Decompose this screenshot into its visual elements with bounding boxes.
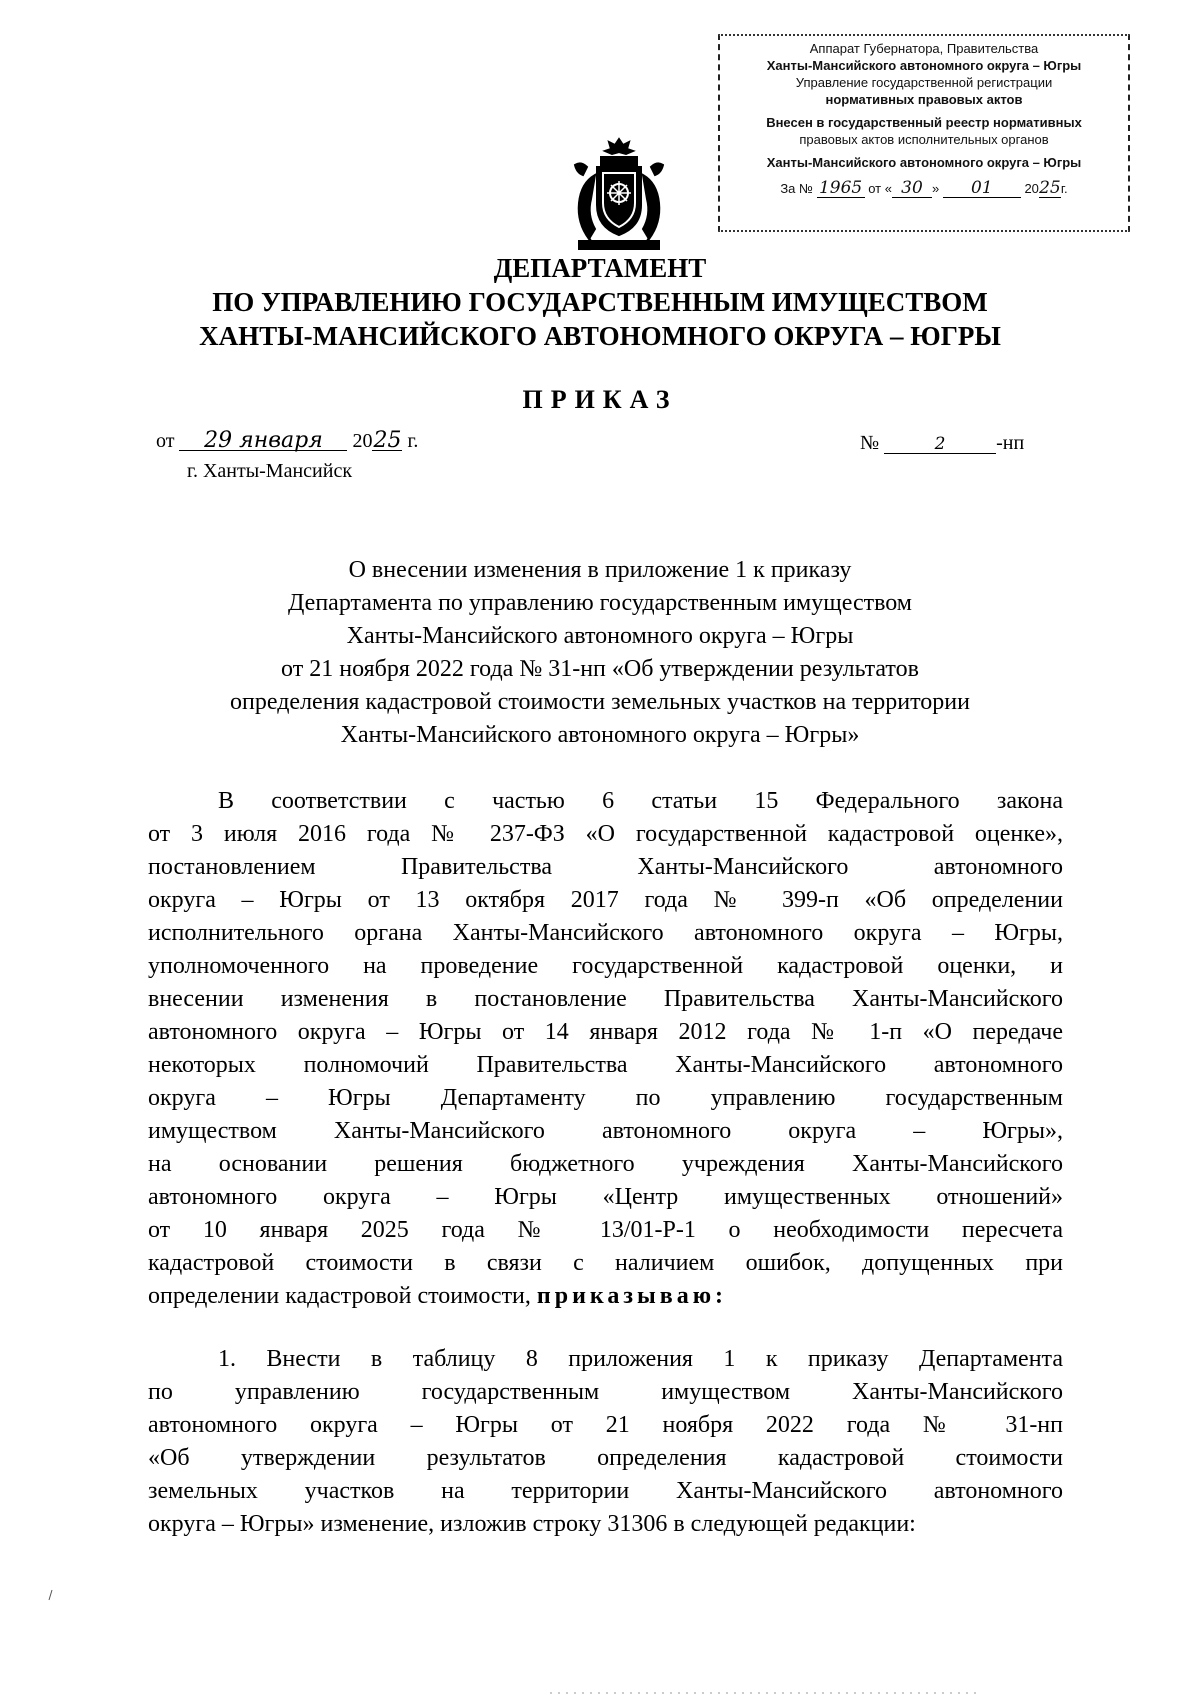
order-number-value: 2 xyxy=(884,435,996,454)
paragraph-line: исполнительного органа Ханты-Мансийского автономного округа – Югры, xyxy=(148,920,1063,946)
order-date-suffix: г. xyxy=(407,430,419,452)
paragraph-line: на основании решения бюджетного учреждения Ханты-Мансийского xyxy=(148,1151,1063,1177)
stamp-reg-year: 25 xyxy=(1039,178,1061,198)
stamp-reg-prefix: За № xyxy=(780,181,813,196)
stamp-reg-month: 01 xyxy=(943,179,1021,198)
paragraph-line: от 3 июля 2016 года № 237-ФЗ «О государственной кадастровой оценке», xyxy=(148,821,1063,847)
stamp-reg-year-prefix: 20 xyxy=(1024,181,1039,196)
title-line: Ханты-Мансийского автономного округа – Югры xyxy=(346,623,854,649)
paragraph-line: округа – Югры Департаменту по управлению государственным xyxy=(148,1085,1063,1111)
paragraph-line: земельных участков на территории Ханты-Мансийского автономного xyxy=(148,1478,1063,1504)
order-date-prefix: от xyxy=(156,430,175,452)
order-date-year: 25 xyxy=(373,428,402,453)
paragraph-line: уполномоченного на проведение государственной кадастровой оценки, и xyxy=(148,953,1063,979)
stamp-reg-suffix: г. xyxy=(1060,181,1068,196)
paragraph-line: кадастровой стоимости в связи с наличием ошибок, допущенных при xyxy=(148,1250,1063,1276)
paragraph-line: постановлением Правительства Ханты-Мансийского автономного xyxy=(148,854,1063,880)
paragraph-line: округа – Югры» изменение, изложив строку 31306 в следующей редакции: xyxy=(148,1511,916,1537)
paragraph-line-text: определении кадастровой стоимости, xyxy=(148,1283,531,1309)
title-line: Ханты-Мансийского автономного округа – Югры» xyxy=(340,722,860,748)
stamp-line: Ханты-Мансийского автономного округа – Югры xyxy=(766,155,1082,170)
stamp-reg-number: 1965 xyxy=(817,179,865,198)
paragraph-line: некоторых полномочий Правительства Ханты-Мансийского автономного xyxy=(148,1052,1063,1078)
command-word: приказываю: xyxy=(536,1283,728,1309)
department-title-line-1: ДЕПАРТАМЕНТ xyxy=(493,253,707,283)
paragraph-line: автономного округа – Югры «Центр имущественных отношений» xyxy=(148,1184,1063,1210)
paragraph-line: автономного округа – Югры от 21 ноября 2022 года № 31-нп xyxy=(148,1412,1063,1438)
order-date-year-prefix: 20 xyxy=(352,430,373,452)
department-title-line-2: ПО УПРАВЛЕНИЮ ГОСУДАРСТВЕННЫМ ИМУЩЕСТВОМ xyxy=(212,287,988,317)
stamp-line: Управление государственной регистрации xyxy=(795,75,1053,90)
paragraph-line: автономного округа – Югры от 14 января 2012 года № 1-п «О передаче xyxy=(148,1019,1063,1045)
stamp-reg-close: » xyxy=(931,181,940,196)
order-number-suffix: -нп xyxy=(996,432,1025,454)
order-date-day-month: 29 января xyxy=(179,432,347,451)
order-number-prefix: № xyxy=(860,432,880,454)
title-line: от 21 ноября 2022 года № 31-нп «Об утверждении результатов xyxy=(281,656,919,682)
paragraph-line: внесении изменения в постановление Правительства Ханты-Мансийского xyxy=(148,986,1063,1012)
stamp-line: нормативных правовых актов xyxy=(825,92,1023,107)
order-city: г. Ханты-Мансийск xyxy=(187,460,353,482)
stamp-reg-day: 30 xyxy=(892,179,932,198)
title-line: определения кадастровой стоимости земельных участков на территории xyxy=(230,689,970,715)
paragraph-line: по управлению государственным имуществом Ханты-Мансийского xyxy=(148,1379,1063,1405)
paragraph-line: 1. Внести в таблицу 8 приложения 1 к приказу Департамента xyxy=(218,1346,1063,1372)
stamp-line: Ханты-Мансийского автономного округа – Югры xyxy=(766,58,1082,73)
stamp-reg-from: от « xyxy=(868,181,892,196)
paragraph-line: «Об утверждении результатов определения кадастровой стоимости xyxy=(148,1445,1063,1471)
paragraph-line: от 10 января 2025 года № 13/01-Р-1 о необходимости пересчета xyxy=(148,1217,1063,1243)
department-title-line-3: ХАНТЫ-МАНСИЙСКОГО АВТОНОМНОГО ОКРУГА – ЮГРЫ xyxy=(199,321,1001,351)
title-line: О внесении изменения в приложение 1 к приказу xyxy=(348,557,852,583)
scan-speck xyxy=(49,1590,52,1600)
paragraph-line: округа – Югры от 13 октября 2017 года № 399-п «Об определении xyxy=(148,887,1063,913)
stamp-line: Аппарат Губернатора, Правительства xyxy=(809,41,1039,56)
paragraph-line: В соответствии с частью 6 статьи 15 Федерального закона xyxy=(218,788,1063,814)
title-line: Департамента по управлению государственным имуществом xyxy=(288,590,912,616)
stamp-line: правовых актов исполнительных органов xyxy=(799,132,1049,147)
stamp-line: Внесен в государственный реестр нормативных xyxy=(766,115,1082,130)
document-type: ПРИКАЗ xyxy=(522,385,678,414)
paragraph-line: имуществом Ханты-Мансийского автономного округа – Югры», xyxy=(148,1118,1063,1144)
